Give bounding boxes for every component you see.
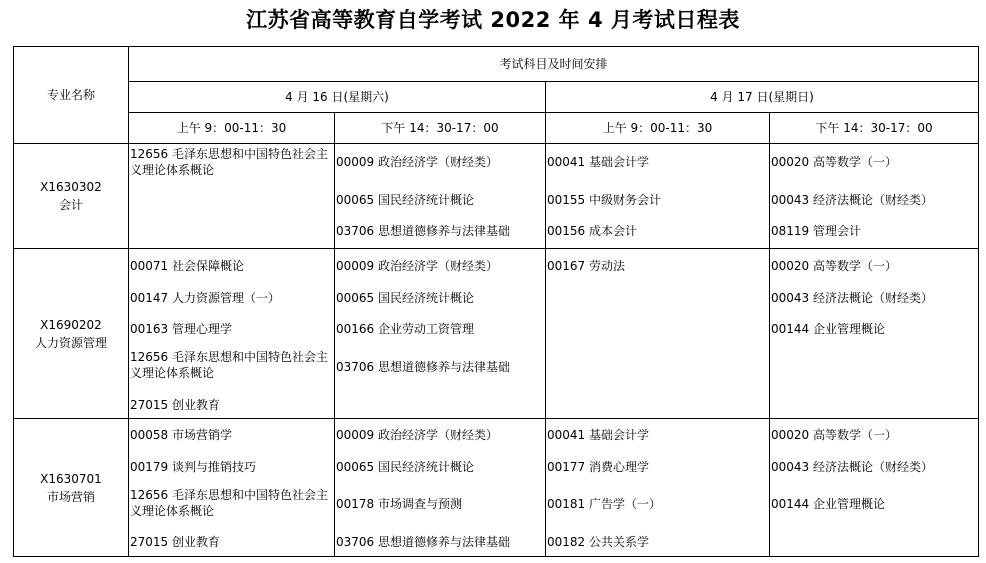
day2-header: 4 月 17 日(星期日) [546,82,979,113]
exam-slot-d1-am [129,144,335,249]
exam-subject: 00009 政治经济学（财经类） [336,428,498,442]
day2-am-header: 上午 9：00-11：30 [546,113,770,144]
exam-subject: 00163 管理心理学 [130,322,232,336]
exam-subject: 00065 国民经济统计概论 [336,291,474,305]
exam-slot-d2-pm [770,419,979,557]
exam-subject: 00178 市场调查与预测 [336,497,462,511]
major-name: 会计 [58,198,83,212]
exam-subject: 00043 经济法概论（财经类） [771,193,933,207]
major-cell [14,419,129,557]
exam-subject: 00181 广告学（一） [547,497,661,511]
major-code: X1690202 [40,317,102,332]
major-column-header: 专业名称 [14,47,129,144]
exam-subject: 08119 管理会计 [771,224,861,238]
exam-subject: 00043 经济法概论（财经类） [771,291,933,305]
exam-subject: 00144 企业管理概论 [771,322,885,336]
major-code: X1630701 [40,471,102,486]
exam-slot-d2-pm [770,144,979,249]
exam-subject: 00177 消费心理学 [547,460,649,474]
exam-subject: 00179 谈判与推销技巧 [130,460,256,474]
day1-pm-header: 下午 14：30-17：00 [335,113,546,144]
exam-subject: 03706 思想道德修养与法律基础 [336,535,510,549]
exam-subject: 00009 政治经济学（财经类） [336,155,498,169]
major-code: X1630302 [40,180,102,194]
exam-subject: 00166 企业劳动工资管理 [336,322,474,336]
exam-slot-d1-am [129,419,335,557]
major-name: 市场营销 [46,489,95,504]
day2-pm-header: 下午 14：30-17：00 [770,113,979,144]
exam-subject: 00155 中级财务会计 [547,193,661,207]
schedule-group-header: 考试科目及时间安排 [129,47,979,82]
exam-subject: 00043 经济法概论（财经类） [771,460,933,474]
major-row [14,249,979,419]
exam-subject: 03706 思想道德修养与法律基础 [336,360,510,374]
major-row [14,419,979,557]
major-row [14,144,979,249]
exam-subject: 12656 毛泽东思想和中国特色社会主义理论体系概论 [130,350,328,380]
exam-subject: 00144 企业管理概论 [771,497,885,511]
exam-slot-d1-am [129,249,335,419]
exam-schedule-table [13,46,979,557]
exam-subject: 00020 高等数学（一） [771,428,897,442]
day1-am-header: 上午 9：00-11：30 [129,113,335,144]
exam-subject: 12656 毛泽东思想和中国特色社会主义理论体系概论 [130,488,328,518]
exam-subject: 27015 创业教育 [130,398,220,412]
exam-subject: 00182 公共关系学 [547,535,649,549]
page-title: 江苏省高等教育自学考试 2022 年 4 月考试日程表 [246,8,740,32]
exam-slot-d1-pm [335,419,546,557]
exam-slot-d2-am [546,249,770,419]
day1-header: 4 月 16 日(星期六) [129,82,546,113]
exam-subject: 00167 劳动法 [547,259,625,273]
exam-subject: 00041 基础会计学 [547,155,649,169]
major-cell [14,249,129,419]
exam-subject: 00065 国民经济统计概论 [336,460,474,474]
exam-slot-d1-pm [335,144,546,249]
exam-subject: 00147 人力资源管理（一） [130,291,280,305]
exam-subject: 00156 成本会计 [547,224,637,238]
major-name: 人力资源管理 [34,335,107,350]
exam-subject: 12656 毛泽东思想和中国特色社会主义理论体系概论 [130,147,328,177]
exam-slot-d2-am [546,419,770,557]
exam-subject: 00071 社会保障概论 [130,259,244,273]
exam-slot-d2-pm [770,249,979,419]
exam-subject: 00041 基础会计学 [547,428,649,442]
exam-subject: 27015 创业教育 [130,535,220,549]
exam-subject: 00009 政治经济学（财经类） [336,259,498,273]
exam-slot-d2-am [546,144,770,249]
exam-slot-d1-pm [335,249,546,419]
exam-subject: 00065 国民经济统计概论 [336,193,474,207]
exam-subject: 00058 市场营销学 [130,428,232,442]
exam-subject: 00020 高等数学（一） [771,155,897,169]
exam-subject: 00020 高等数学（一） [771,259,897,273]
exam-subject: 03706 思想道德修养与法律基础 [336,224,510,238]
major-cell [14,144,129,249]
